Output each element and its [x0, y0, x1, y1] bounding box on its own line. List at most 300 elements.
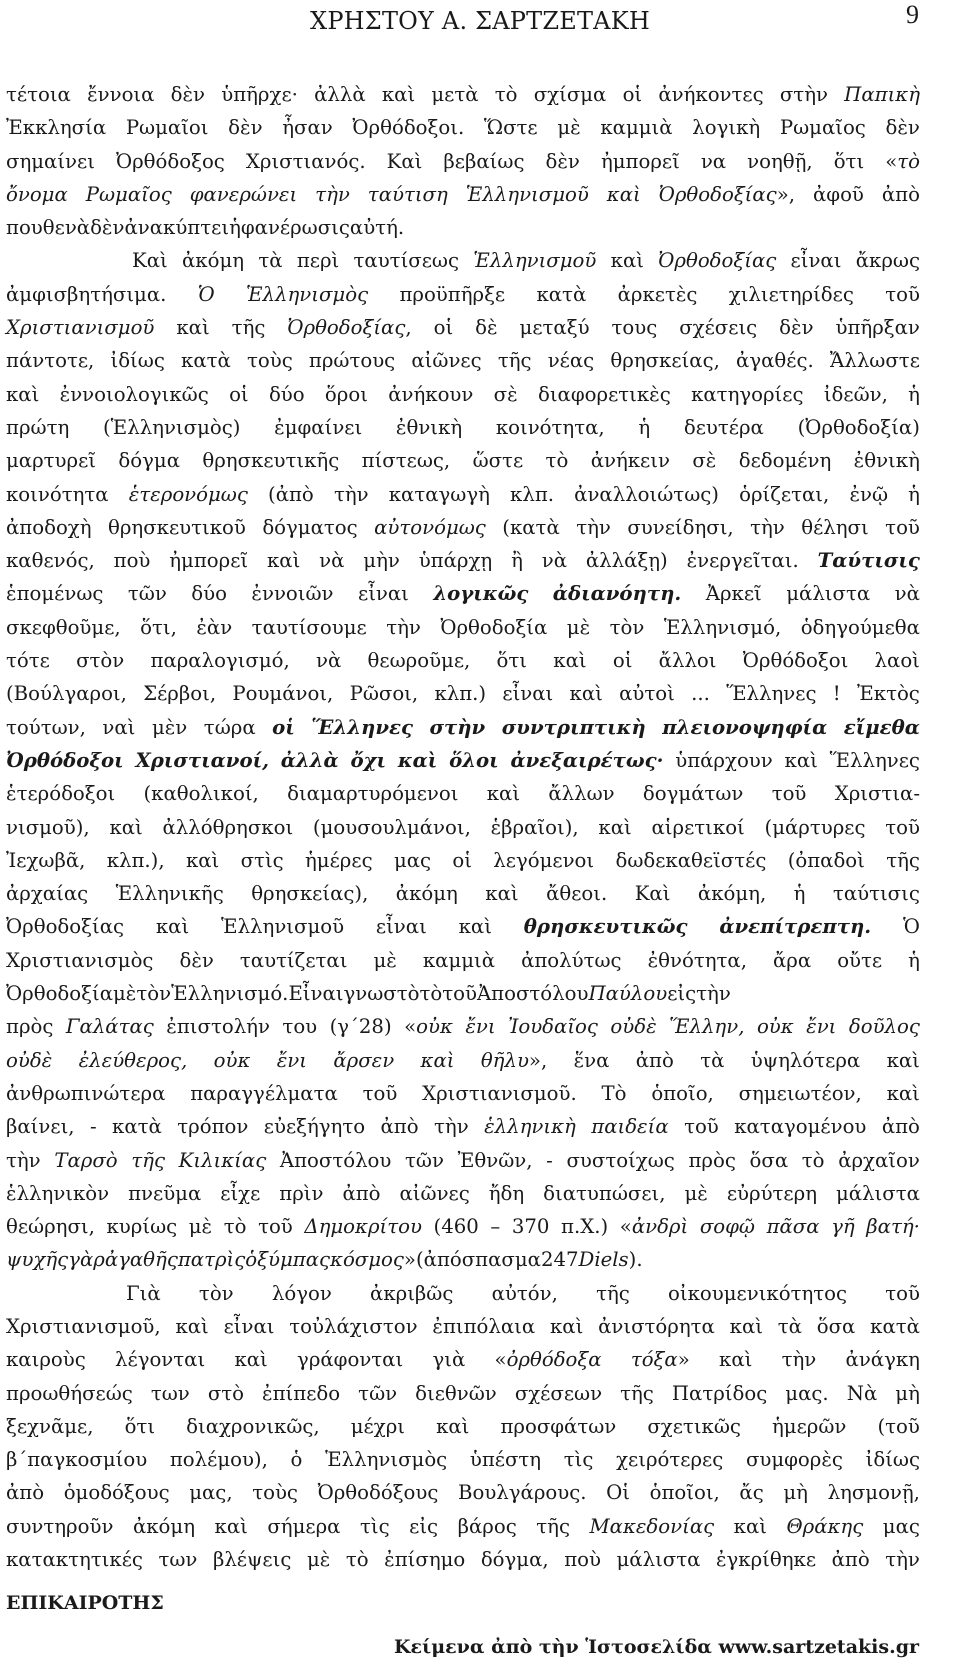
word: οἱ: [452, 848, 472, 872]
word: καμμιὰ: [600, 116, 673, 140]
word: «ἀνδρὶ: [619, 1215, 689, 1239]
word: ἑλληνικὴ: [484, 1115, 576, 1139]
word: (καθολικοί,: [143, 782, 259, 806]
word: τὸν: [609, 615, 645, 639]
word: πρώτους: [308, 349, 396, 373]
word: βάρος: [457, 1514, 517, 1538]
word: ταύτισις: [832, 882, 920, 906]
word: συντηροῦν: [6, 1514, 114, 1538]
word: στὴν: [429, 715, 486, 739]
word: διαμαρτυρόμενοι: [287, 782, 459, 806]
word: ἐνῷ: [849, 482, 889, 506]
word: βατή·: [866, 1215, 920, 1239]
word: τῆς: [131, 1148, 165, 1172]
word: εὐρύτερη: [726, 1181, 817, 1205]
word: δὲν: [885, 116, 920, 140]
word: στὸν: [76, 649, 125, 673]
word: ἀνεξαιρέτως·: [510, 748, 664, 772]
word: λησμονῇ,: [827, 1481, 920, 1505]
word: ἐνεργεῖται.: [686, 549, 799, 573]
word: καὶ: [485, 882, 519, 906]
word: ἀπὸ: [881, 1115, 920, 1139]
word: ἀνήκουν: [388, 382, 474, 406]
word: τῆς: [596, 1281, 630, 1305]
word: ἀμφισβητήσιμα.: [6, 282, 167, 306]
word: (μουσουλμάνοι,: [312, 815, 471, 839]
word: καὶ: [176, 316, 210, 340]
word: ἔνι: [806, 1015, 837, 1039]
word: καὶ: [886, 1048, 920, 1072]
word: Ταύτισις: [817, 549, 920, 573]
word: ἀπὸ: [380, 1115, 419, 1139]
word: ἕνα: [573, 1048, 610, 1072]
word: του: [282, 1015, 318, 1039]
word: τοὐλάχιστον: [289, 1314, 418, 1338]
word: κλπ.): [434, 682, 487, 706]
word: «ὀρθόδοξα: [494, 1348, 602, 1372]
word: καὶ: [553, 649, 587, 673]
word: εἶναι: [223, 1314, 275, 1338]
word: ἡμερῶν: [772, 1414, 847, 1438]
word: ἀρχαῖον: [838, 1148, 920, 1172]
word: καὶ: [234, 1348, 268, 1372]
text-line: [6, 1243, 920, 1276]
word: Καὶ: [634, 882, 671, 906]
word: καὶ: [155, 915, 190, 939]
word: ἀπὸ: [635, 1048, 674, 1072]
word: παραγγέλματα: [190, 1081, 338, 1105]
word: αὐτονόμως: [374, 515, 486, 539]
word: εὐεξήγητο: [263, 1115, 366, 1139]
word: τῆς: [231, 316, 266, 340]
word: θρησκευτικῆς: [202, 449, 340, 473]
word: λόγον: [271, 1281, 332, 1305]
word: ἔνι: [465, 1015, 496, 1039]
word: Ὀρθοδοξίας»,: [658, 182, 796, 206]
word: σοφῷ: [699, 1215, 755, 1239]
body-text: [6, 78, 920, 1576]
word: ἀνακύπτει: [124, 216, 230, 240]
word: καὶ: [733, 1514, 767, 1538]
word: ἰδίως: [865, 1448, 920, 1472]
word: –: [490, 1215, 501, 1239]
word: ὁδηγούμεθα: [800, 615, 920, 639]
word: Ταρσὸ: [54, 1148, 118, 1172]
word: μάλιστα: [616, 1548, 701, 1572]
word: νισμοῦ),: [6, 815, 90, 839]
text-line: [6, 444, 920, 477]
word: λογικὴ: [692, 116, 761, 140]
word: τώρα: [203, 715, 256, 739]
word: (ἀπὸ: [268, 482, 314, 506]
word: ἀγαθῆς: [104, 1248, 178, 1272]
word: τούτων,: [6, 715, 86, 739]
word: ἀνιστόρητα: [598, 1314, 715, 1338]
word: δογμάτων: [642, 782, 744, 806]
word: ἐπιπόλαια: [432, 1314, 536, 1338]
word: Ἑλληνισμοῦ: [465, 182, 589, 206]
word: δὲν: [779, 316, 814, 340]
word: πατρὶς: [177, 1248, 246, 1272]
word: Ὀρθοδοξία: [6, 982, 113, 1006]
word: μὲ: [306, 1548, 331, 1572]
word: παραλογισμό,: [150, 649, 290, 673]
word: αἱρετικοί: [651, 815, 745, 839]
word: «τὸ: [885, 149, 920, 173]
word: ἠμπορεῖ: [600, 149, 680, 173]
word: ἄς: [739, 1481, 764, 1505]
word: καὶ: [214, 1514, 248, 1538]
word: συνείδησι,: [627, 515, 734, 539]
word: -: [546, 1148, 553, 1172]
word: ἦσαν: [282, 116, 333, 140]
word: ἀλλόθρησκοι: [162, 815, 294, 839]
word: γιὰ: [432, 1348, 466, 1372]
footer-source: Κείμενα ἀπὸ τὴν Ἱστοσελίδα www.sartzetakis.gr: [393, 1636, 919, 1658]
word: μὲ: [188, 1215, 213, 1239]
word: οἱ: [612, 649, 633, 673]
text-line: [6, 711, 920, 744]
word: ἠμπορεῖ: [169, 549, 249, 573]
word: «οὐκ: [404, 1015, 453, 1039]
word: Ἰουδαῖος: [508, 1015, 598, 1039]
word: Ρῶσοι,: [349, 682, 419, 706]
word: ὁ: [290, 1448, 303, 1472]
word: τὴν: [885, 1548, 920, 1572]
word: σχέσεων: [514, 1381, 603, 1405]
word: γνωστὸ: [343, 982, 420, 1006]
word: σχίσμα: [533, 83, 607, 106]
word: ὥστε: [472, 449, 524, 473]
word: καὶ: [109, 815, 143, 839]
word: Ρουμάνοι,: [232, 682, 334, 706]
word: τῆς: [536, 1514, 570, 1538]
word: ὑπῆρξαν: [835, 316, 920, 340]
word: οὐκ: [213, 1048, 251, 1072]
word: καμμιὰ: [422, 948, 496, 972]
word: δεδομένη: [738, 449, 832, 473]
word: ὁ: [245, 1248, 258, 1272]
word: ἀλλὰ: [280, 748, 339, 772]
word: Πατρίδος: [671, 1381, 768, 1405]
word: καὶ: [381, 83, 416, 106]
text-line: [6, 211, 920, 244]
word: στὶς: [240, 848, 284, 872]
word: τοὺς: [246, 349, 293, 373]
word: των: [158, 1548, 198, 1572]
word: τὶς: [359, 1514, 390, 1538]
word: τοῦ: [258, 1215, 293, 1239]
word: Ρωμαῖοι: [125, 116, 209, 140]
text-line: [6, 111, 920, 144]
word: κατὰ: [181, 349, 231, 373]
word: ὅτι: [124, 1414, 156, 1438]
word: ἑλληνικὸν: [6, 1181, 110, 1205]
word: τὸν: [198, 1281, 234, 1305]
text-line: [6, 977, 920, 1010]
word: κλπ.: [510, 482, 555, 506]
word: σὲ: [493, 382, 518, 406]
word: Ὀρθόδοξος: [115, 149, 225, 173]
word: κοινότητα: [6, 482, 109, 506]
word: Ἀρκεῖ: [705, 582, 762, 606]
word: εἶναι: [790, 249, 842, 273]
word: μας,: [189, 1481, 233, 1505]
text-line: [6, 844, 920, 877]
word: π.Χ.): [561, 1215, 609, 1239]
word: δωδεκαθεϊστές: [615, 848, 767, 872]
word: καὶ: [784, 748, 818, 772]
word: λεγόμενοι: [493, 848, 595, 872]
word: σκεφθοῦμε,: [6, 615, 121, 639]
word: τὰ: [700, 1048, 725, 1072]
word: ὄχι: [350, 748, 387, 772]
word: θρησκευτικῶς: [523, 915, 688, 939]
word: δευτέρα: [683, 415, 764, 439]
word: συστοίχως: [566, 1148, 675, 1172]
word: αὐτόν,: [491, 1281, 558, 1305]
word: ὑπῆρχε·: [221, 83, 298, 106]
text-line: [6, 145, 920, 178]
word: ἀκόμη,: [697, 882, 767, 906]
word: Καὶ: [386, 149, 423, 173]
word: λαοὶ: [874, 649, 920, 673]
word: περὶ: [296, 249, 340, 273]
word: ξεχνᾶμε,: [6, 1414, 94, 1438]
word: βαίνει,: [6, 1115, 75, 1139]
word: Ὀρθοδοξίας: [658, 249, 777, 273]
word: ).: [628, 1248, 643, 1272]
word: (ἀπόσπασμα: [415, 1248, 541, 1272]
word: θρησκείας),: [251, 882, 369, 906]
word: εἰς: [667, 982, 697, 1006]
word: ὁρίζεται,: [739, 482, 830, 506]
word: μὲ: [557, 116, 581, 140]
word: ἑπομένως: [6, 582, 104, 606]
word: ἐθνότητα,: [647, 948, 747, 972]
word: ταυτίζεται: [239, 948, 348, 972]
word: τὴν: [750, 515, 785, 539]
word: μας.: [785, 1381, 829, 1405]
word: ὅσα: [749, 1148, 789, 1172]
word: τέτοια: [6, 83, 71, 106]
text-line: [6, 1377, 920, 1410]
word: μας: [393, 848, 432, 872]
text-line: [6, 1177, 920, 1210]
word: ἀνήκοντες: [658, 83, 764, 106]
word: ὄνομα: [6, 182, 68, 206]
word: Τὸ: [601, 1081, 627, 1105]
word: ...: [691, 682, 710, 706]
word: τὸ: [223, 1215, 247, 1239]
word: (Βούλγαροι,: [6, 682, 127, 706]
text-line: [6, 1077, 920, 1110]
text-line: [6, 78, 920, 111]
word: τοῦ: [684, 1115, 719, 1139]
word: ἀρκετὲς: [617, 282, 698, 306]
word: οἱ: [622, 83, 643, 106]
word: τὴν: [781, 1348, 817, 1372]
word: καὶ: [6, 382, 40, 406]
word: πάντοτε,: [6, 349, 95, 373]
word: Ρωμαῖος: [85, 182, 172, 206]
word: τους: [611, 316, 658, 340]
word: καὶ: [886, 1081, 920, 1105]
word: Εἶναι: [288, 982, 344, 1006]
word: ἀπολύτως: [521, 948, 622, 972]
text-line: [6, 1210, 920, 1243]
word: ταυτίσουμε: [251, 615, 367, 639]
word: ἀπὸ: [342, 1181, 381, 1205]
word: τῶν: [127, 582, 167, 606]
word: δὲν: [90, 216, 125, 240]
word: πᾶσα: [766, 1215, 820, 1239]
word: ἀλλάξῃ): [585, 549, 668, 573]
word: πρὸς: [688, 1148, 736, 1172]
word: νοηθῇ,: [747, 149, 813, 173]
word: τὸ: [494, 83, 518, 106]
word: ἑτερονόμως: [128, 482, 248, 506]
word: τοὺς: [252, 1481, 298, 1505]
word: σὲ: [692, 449, 717, 473]
word: μὲ: [566, 615, 591, 639]
text-line: [6, 411, 920, 444]
word: ἀκριβῶς: [370, 1281, 454, 1305]
word: ψυχῆς: [6, 1248, 69, 1272]
word: Χριστιανισμὸς: [6, 948, 154, 972]
word: πίστεως,: [361, 449, 451, 473]
word: ἐννοιολογικῶς: [59, 382, 209, 406]
word: ἄρσεν: [333, 1048, 395, 1072]
word: ἄκρως: [855, 249, 920, 273]
word: μας: [882, 1514, 920, 1538]
word: τὰ: [258, 249, 283, 273]
word: ποὺ: [113, 549, 151, 573]
word: διεθνῶν: [415, 1381, 497, 1405]
word: διατυπώσει,: [543, 1181, 666, 1205]
word: τῆς: [497, 349, 532, 373]
word: Γαλάτας: [65, 1015, 154, 1039]
word: Ἰεχωβᾶ,: [6, 848, 86, 872]
word: θῆλυ»,: [480, 1048, 548, 1072]
page-number: 9: [906, 0, 919, 29]
word: κόσμος: [330, 1248, 404, 1272]
word: μάλιστα: [835, 1181, 920, 1205]
text-line: [6, 1010, 920, 1043]
word: ἐπιστολήν: [166, 1015, 270, 1039]
word: Χριστια-: [834, 782, 920, 806]
word: τῆς: [620, 1381, 654, 1405]
text-line: [6, 577, 920, 610]
word: ἡ: [908, 382, 920, 406]
word: συμφορὲς: [745, 1448, 843, 1472]
word: θρησκείας,: [610, 349, 720, 373]
word: πουθενὰ: [6, 216, 91, 240]
word: ἄθεοι.: [546, 882, 608, 906]
word: Ρωμαῖος: [779, 116, 866, 140]
word: ὑπάρχουν: [675, 748, 773, 772]
word: τὴν: [434, 1115, 469, 1139]
word: οὐδὲ: [6, 1048, 53, 1072]
text-line: [6, 644, 920, 677]
word: ἄλλων: [548, 782, 615, 806]
word: καὶ: [175, 1314, 209, 1338]
word: (Ὀρθοδοξία): [797, 415, 920, 439]
word: μὴ: [783, 1481, 808, 1505]
word: Παύλου: [588, 982, 668, 1006]
word: διαχρονικῶς,: [186, 1414, 320, 1438]
word: δὲν: [170, 83, 206, 106]
word: μεταξύ: [519, 316, 590, 340]
word: εἶναι: [375, 915, 427, 939]
word: Οἱ: [606, 1481, 630, 1505]
word: -: [89, 1115, 97, 1139]
word: εἶναι: [502, 682, 554, 706]
word: ἀκόμη: [132, 1514, 195, 1538]
word: στὴν: [779, 83, 828, 106]
word: μέχρι: [350, 1414, 405, 1438]
word: Ἑλληνισμό.: [171, 982, 289, 1006]
word: ἀδιανόητη.: [552, 582, 682, 606]
word: ἐὰν: [196, 615, 233, 639]
word: ὅτι,: [140, 615, 177, 639]
word: ταύτιση: [367, 182, 448, 206]
word: χειρότερες: [616, 1448, 724, 1472]
word: πνεῦμα: [128, 1181, 202, 1205]
word: σημειωτέον,: [738, 1081, 862, 1105]
word: Ὀρθόδοξοι: [742, 649, 849, 673]
word: καὶ: [185, 848, 220, 872]
word: τὴν: [333, 482, 369, 506]
word: ὑψηλότερα: [750, 1048, 861, 1072]
word: δύο: [268, 382, 305, 406]
word: προσφάτων: [500, 1414, 617, 1438]
text-line: [6, 777, 920, 810]
word: ἰδεῶν,: [823, 382, 888, 406]
word: τοῦ: [442, 982, 477, 1006]
word: να: [700, 149, 727, 173]
word: τὸ: [419, 982, 443, 1006]
word: παιδεία: [591, 1115, 669, 1139]
word: Ἕλληνες: [829, 748, 920, 772]
word: δοῦλος: [848, 1015, 920, 1039]
word: ἐγκρίθηκε: [715, 1548, 817, 1572]
text-line: [6, 910, 920, 943]
word: σήμερα: [267, 1514, 341, 1538]
word: καὶ: [266, 549, 301, 573]
word: ἀκόμη: [395, 882, 458, 906]
word: τὴν: [576, 515, 611, 539]
word: κατακτητικές: [6, 1548, 143, 1572]
word: 247: [540, 1248, 579, 1272]
word: πολέμου),: [169, 1448, 268, 1472]
word: 370: [511, 1215, 550, 1239]
word: οἱ: [229, 382, 249, 406]
word: ἐλεύθερος,: [78, 1048, 188, 1072]
word: τὸν: [136, 982, 172, 1006]
word: ἀνάγκη: [845, 1348, 920, 1372]
word: καταγωγὴ: [388, 482, 490, 506]
word: τὴν: [696, 982, 731, 1006]
word: ἀκόμη: [182, 249, 245, 273]
text-line: [6, 1310, 920, 1343]
word: ναὶ: [102, 715, 136, 739]
word: μὴν: [363, 549, 400, 573]
word: Δημοκρίτου: [304, 1215, 422, 1239]
word: ἀνεπίτρεπτη.: [719, 915, 872, 939]
word: δύο: [191, 582, 227, 606]
text-line: [6, 811, 920, 844]
